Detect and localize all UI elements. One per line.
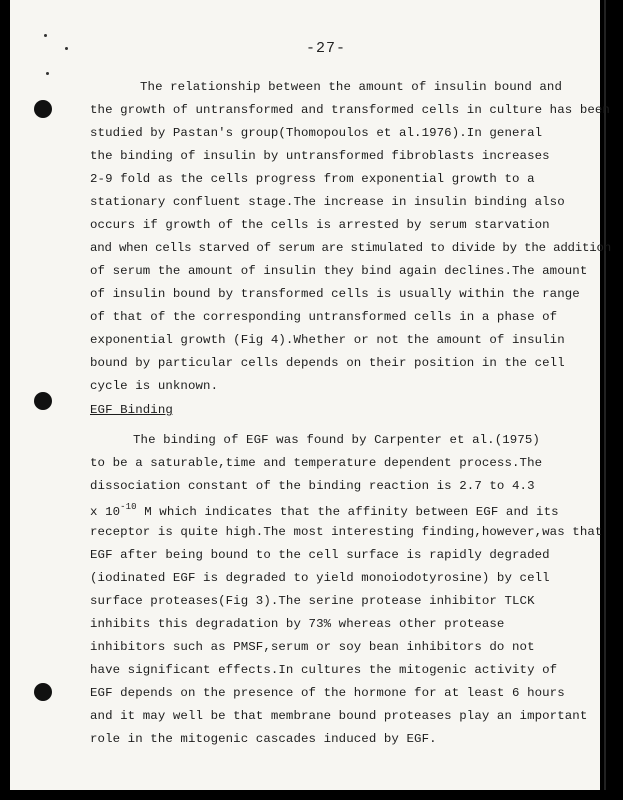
paragraph-line: the growth of untransformed and transformed cells in culture has been <box>90 103 610 117</box>
document-page <box>10 0 611 790</box>
punch-hole-icon <box>34 392 52 410</box>
paragraph-line: occurs if growth of the cells is arrested by serum starvation <box>90 218 550 232</box>
paragraph-line: EGF depends on the presence of the hormone for at least 6 hours <box>90 686 565 700</box>
paragraph-line <box>90 502 559 519</box>
exponent-tail: M which indicates that the affinity between EGF and its <box>136 505 559 519</box>
section-heading: EGF Binding <box>90 403 173 417</box>
paragraph-line: cycle is unknown. <box>90 379 219 393</box>
paragraph-line: stationary confluent stage.The increase in insulin binding also <box>90 195 565 209</box>
paragraph-line: studied by Pastan's group(Thomopoulos et al.1976).In general <box>90 126 543 140</box>
paragraph-line: The binding of EGF was found by Carpenter et al.(1975) <box>133 433 540 447</box>
page-number: -27- <box>306 40 347 57</box>
speck-mark <box>65 47 68 50</box>
paragraph-line: have significant effects.In cultures the mitogenic activity of <box>90 663 558 677</box>
paragraph-line: (iodinated EGF is degraded to yield monoiodotyrosine) by cell <box>90 571 550 585</box>
paragraph-line: to be a saturable,time and temperature dependent process.The <box>90 456 543 470</box>
punch-hole-icon <box>34 100 52 118</box>
paragraph-line: receptor is quite high.The most interesting finding,however,was that <box>90 525 603 539</box>
paragraph-line: of that of the corresponding untransformed cells in a phase of <box>90 310 558 324</box>
paragraph-line: The relationship between the amount of insulin bound and <box>140 80 562 94</box>
exponent-base: x 10 <box>90 505 121 519</box>
paragraph-line: the binding of insulin by untransformed fibroblasts increases <box>90 149 550 163</box>
speck-mark <box>44 34 47 37</box>
paragraph-line: role in the mitogenic cascades induced by EGF. <box>90 732 437 746</box>
paragraph-line: inhibits this degradation by 73% whereas other protease <box>90 617 505 631</box>
paragraph-line: surface proteases(Fig 3).The serine protease inhibitor TLCK <box>90 594 535 608</box>
punch-hole-icon <box>34 683 52 701</box>
paragraph-line: inhibitors such as PMSF,serum or soy bean inhibitors do not <box>90 640 535 654</box>
paragraph-line: exponential growth (Fig 4).Whether or not the amount of insulin <box>90 333 565 347</box>
paragraph-line: EGF after being bound to the cell surface is rapidly degraded <box>90 548 550 562</box>
exponent: -10 <box>120 502 137 512</box>
speck-mark <box>46 72 49 75</box>
page-edge-rule <box>604 0 606 790</box>
paragraph-line: and when cells starved of serum are stimulated to divide by the addition <box>90 241 611 255</box>
paragraph-line: of insulin bound by transformed cells is usually within the range <box>90 287 580 301</box>
paragraph-line: and it may well be that membrane bound proteases play an important <box>90 709 588 723</box>
paragraph-line: dissociation constant of the binding reaction is 2.7 to 4.3 <box>90 479 535 493</box>
paragraph-line: bound by particular cells depends on their position in the cell <box>90 356 565 370</box>
paragraph-line: 2-9 fold as the cells progress from exponential growth to a <box>90 172 535 186</box>
paragraph-line: of serum the amount of insulin they bind again declines.The amount <box>90 264 588 278</box>
